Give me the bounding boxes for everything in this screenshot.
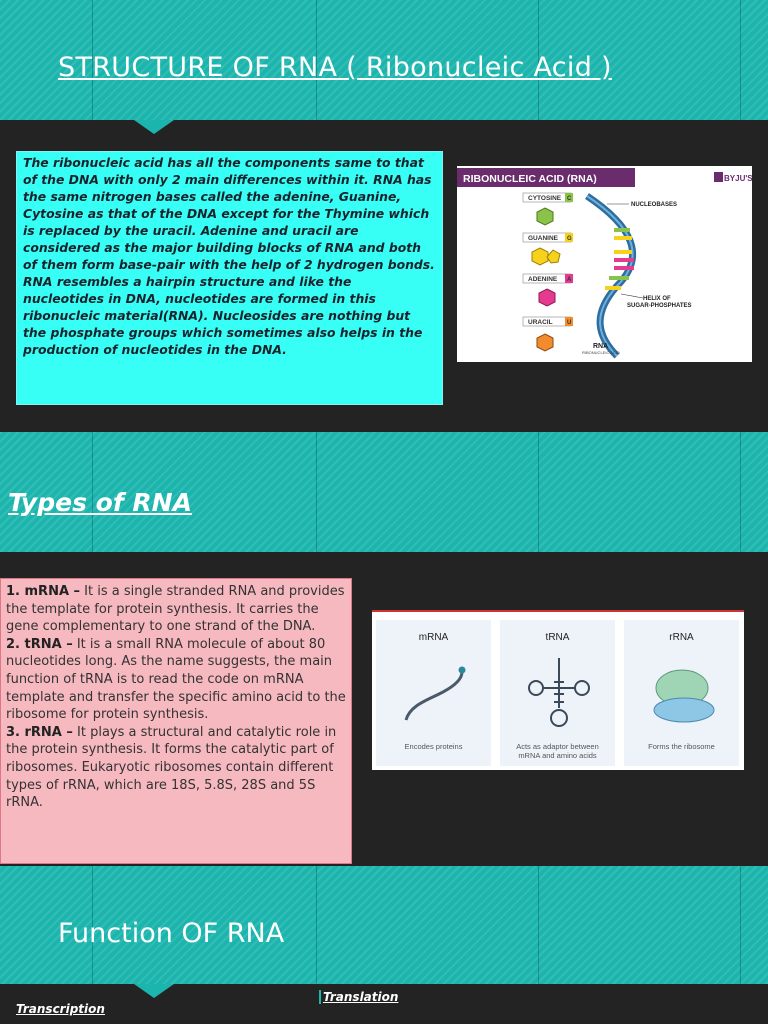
rna-type-item: 2. tRNA – It is a small RNA molecule of about 80 nucleotides long. As the name suggests, the main function of tRNA is to read the code on mRNA template and transfer the specific amino acid to the ribosome for protein synthesis.: [6, 636, 346, 723]
trna-card: tRNA Acts as adaptor between mRNA and amino acids: [500, 620, 615, 766]
function-title: Function OF RNA: [58, 918, 285, 949]
svg-text:G: G: [567, 236, 572, 242]
rna-types-diagram: [372, 610, 744, 770]
mrna-strand-icon: [406, 672, 462, 720]
rna-type-item: 3. rRNA – It plays a structural and catalytic role in the protein synthesis. It forms the catalytic part of ribosomes. Eukaryotic ribosomes contain different types of rRNA, which are 18S, 5.8S, 28S and 5S rRNA.: [6, 724, 337, 811]
base-label-guanine: GUANINE: [528, 235, 558, 242]
ribosome-icon: [646, 662, 718, 732]
label-rna-sub: RIBONUCLEIC ACID: [582, 350, 620, 355]
rna-structure-text-box: [16, 151, 443, 405]
svg-text:U: U: [567, 320, 572, 326]
svg-text:C: C: [567, 196, 572, 202]
base-label-cytosine: CYTOSINE: [528, 195, 562, 202]
types-title: Types of RNA: [8, 488, 192, 517]
cytosine-molecule-icon: [537, 208, 553, 225]
svg-text:A: A: [567, 277, 572, 283]
header-notch: [134, 120, 174, 134]
label-rna: RNA: [593, 343, 609, 350]
base-label-uracil: URACIL: [528, 319, 553, 326]
rna-types-text-box: [0, 578, 352, 864]
brand-logo: BYJU'S: [724, 174, 752, 183]
rrna-card: rRNA Forms the ribosome: [624, 620, 739, 766]
rna-structure-diagram: [457, 166, 752, 362]
mrna-card: mRNA Encodes proteins: [376, 620, 491, 766]
structure-header-band: [0, 0, 768, 120]
structure-title: STRUCTURE OF RNA ( Ribonucleic Acid ): [58, 52, 612, 83]
intro-paragraph: RNA resembles a hairpin structure and like the nucleotides in DNA, nucleotides are formed in this ribonucleic material(RNA). Nucleosides are nothing but the phosphate groups which sometimes also helps in the production of nucleotides in the DNA.: [23, 274, 423, 357]
trna-cloverleaf-icon: [524, 654, 594, 734]
header-notch: [134, 984, 174, 998]
diagram-header: RIBONUCLEIC ACID (RNA): [463, 173, 597, 185]
label-helix: HELIX OF: [643, 296, 671, 302]
guanine-molecule-icon: [532, 248, 548, 265]
intro-paragraph: The ribonucleic acid has all the components same to that of the DNA with only 2 main differences within it. RNA has the same nitrogen bases called the adenine, Guanine, Cytosine as that of the DNA except for the Thymine which is replaced by the uracil. Adenine and uracil are considered as the major building blocks of RNA and both of them form base-pair with the help of 2 hydrogen bonds.: [23, 155, 435, 272]
uracil-molecule-icon: [537, 334, 553, 351]
label-sugar-phosphates: SUGAR-PHOSPHATES: [627, 303, 692, 309]
base-label-adenine: ADENINE: [528, 276, 558, 283]
label-nucleobases: NUCLEOBASES: [631, 202, 678, 208]
transcription-heading: Transcription: [16, 1002, 105, 1016]
translation-heading: Translation: [319, 990, 398, 1004]
adenine-molecule-icon: [539, 289, 555, 306]
rna-type-item: 1. mRNA – It is a single stranded RNA and provides the template for protein synthesis. It carries the gene complementary to one strand of the DNA.: [6, 584, 345, 635]
